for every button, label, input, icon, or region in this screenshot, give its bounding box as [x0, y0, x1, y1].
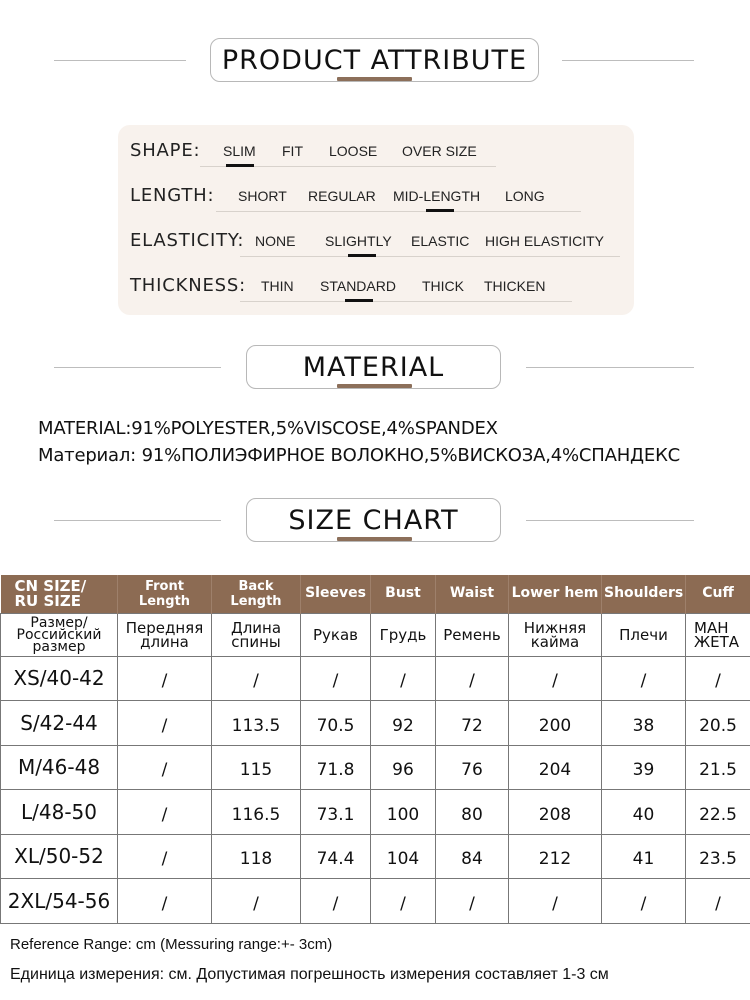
table-cell: 104 [371, 834, 436, 879]
attribute-row-shape [118, 140, 634, 170]
size-chart-table [0, 575, 750, 924]
selected-indicator [426, 209, 454, 212]
table-cell: 92 [371, 701, 436, 746]
column-header-ru: Нижняя кайма [509, 613, 602, 656]
size-cell: 2XL/54-56 [1, 879, 118, 924]
table-cell: 39 [602, 745, 686, 790]
table-cell: 76 [436, 745, 509, 790]
attribute-option: ELASTIC [411, 233, 470, 249]
table-cell: / [301, 879, 371, 924]
material-text-ru: Материал: 91%ПОЛИЭФИРНОЕ ВОЛОКНО,5%ВИСКОЗА,4%СПАНДЕКС [38, 445, 681, 466]
attribute-option-selected: MID-LENGTH [393, 188, 481, 204]
column-header-ru: Рукав [301, 613, 371, 656]
title-accent-bar [337, 537, 412, 541]
table-cell: 73.1 [301, 790, 371, 835]
attribute-label: ELASTICITY: [130, 230, 245, 251]
header-row-ru [1, 613, 750, 656]
attribute-option: SHORT [238, 188, 287, 204]
material-composition [38, 415, 680, 469]
divider-left [54, 367, 221, 368]
size-cell: M/46-48 [1, 745, 118, 790]
table-cell: / [602, 879, 686, 924]
column-header-ru: Грудь [371, 613, 436, 656]
attribute-label: LENGTH: [130, 185, 215, 206]
divider-left [54, 520, 221, 521]
table-cell: 41 [602, 834, 686, 879]
table-row [1, 701, 750, 746]
table-cell: 40 [602, 790, 686, 835]
attribute-option: THICKEN [484, 278, 546, 294]
table-cell: / [212, 656, 301, 701]
attribute-baseline [216, 211, 581, 212]
size-cell: S/42-44 [1, 701, 118, 746]
table-cell: / [118, 745, 212, 790]
reference-range-note: Reference Range: cm (Messuring range:+- 3cm) [10, 936, 333, 953]
material-text-en: MATERIAL:91%POLYESTER,5%VISCOSE,4%SPANDEX [38, 418, 498, 439]
title-accent-bar [337, 384, 412, 388]
column-header-ru: Длина спины [212, 613, 301, 656]
table-cell: / [686, 879, 750, 924]
table-cell: / [118, 701, 212, 746]
table-cell: / [686, 656, 750, 701]
divider-right [562, 60, 694, 61]
table-cell: 200 [509, 701, 602, 746]
table-cell: 96 [371, 745, 436, 790]
table-cell: / [118, 790, 212, 835]
section-title-pill [210, 38, 539, 82]
column-header-ru: Ремень [436, 613, 509, 656]
table-cell: / [301, 656, 371, 701]
size-cell: L/48-50 [1, 790, 118, 835]
section-title: PRODUCT ATTRIBUTE [221, 44, 528, 76]
section-title-pill [246, 498, 501, 542]
table-cell: 20.5 [686, 701, 750, 746]
table-cell: 212 [509, 834, 602, 879]
product-attribute-panel [118, 125, 634, 315]
attribute-option-selected: STANDARD [320, 278, 396, 294]
table-cell: 38 [602, 701, 686, 746]
measurement-note-ru: Единица измерения: см. Допустимая погрешность измерения составляет 1-3 см [10, 966, 609, 983]
section-title: SIZE CHART [288, 504, 459, 536]
table-cell: / [509, 656, 602, 701]
attribute-row-elasticity [118, 230, 634, 260]
column-header-ru: Передняя длина [118, 613, 212, 656]
table-cell: 208 [509, 790, 602, 835]
table-cell: / [602, 656, 686, 701]
column-header-cuff: Cuff [686, 575, 750, 613]
table-cell: 74.4 [301, 834, 371, 879]
column-header-ru: Плечи [602, 613, 686, 656]
attribute-label: THICKNESS: [130, 275, 246, 296]
table-cell: 71.8 [301, 745, 371, 790]
table-cell: 118 [212, 834, 301, 879]
table-cell: / [509, 879, 602, 924]
column-header-sleeves: Sleeves [301, 575, 371, 613]
attribute-option: FIT [282, 143, 303, 159]
table-cell: 113.5 [212, 701, 301, 746]
selected-indicator [345, 299, 373, 302]
table-cell: / [118, 656, 212, 701]
section-title-pill [246, 345, 501, 389]
selected-indicator [348, 254, 376, 257]
table-cell: / [212, 879, 301, 924]
header-row-en [1, 575, 750, 613]
table-cell: 100 [371, 790, 436, 835]
material-header [0, 345, 750, 395]
attribute-label: SHAPE: [130, 140, 201, 161]
table-cell: 72 [436, 701, 509, 746]
divider-right [526, 520, 694, 521]
column-header-bust: Bust [371, 575, 436, 613]
attribute-baseline [240, 301, 572, 302]
attribute-row-thickness [118, 275, 634, 305]
attribute-option: REGULAR [308, 188, 376, 204]
table-cell: 80 [436, 790, 509, 835]
attribute-option: THIN [261, 278, 294, 294]
attribute-row-length [118, 185, 634, 215]
table-cell: 204 [509, 745, 602, 790]
table-row [1, 834, 750, 879]
table-cell: / [118, 834, 212, 879]
attribute-option: LOOSE [329, 143, 378, 159]
table-row [1, 879, 750, 924]
section-title: MATERIAL [302, 351, 445, 383]
column-header-ru: Размер/ Российский размер [1, 613, 118, 656]
column-header-ru: МАН ЖЕТА [686, 613, 750, 656]
attribute-option: OVER SIZE [402, 143, 477, 159]
size-cell: XL/50-52 [1, 834, 118, 879]
table-cell: 21.5 [686, 745, 750, 790]
column-header-size: CN SIZE/ RU SIZE [1, 575, 118, 613]
table-cell: 22.5 [686, 790, 750, 835]
attribute-option: NONE [255, 233, 296, 249]
table-cell: / [436, 879, 509, 924]
attribute-baseline [240, 256, 620, 257]
attribute-option: HIGH ELASTICITY [485, 233, 605, 249]
attribute-option-selected: SLIM [223, 143, 256, 159]
table-cell: / [118, 879, 212, 924]
table-row [1, 790, 750, 835]
table-cell: / [371, 879, 436, 924]
table-row [1, 745, 750, 790]
size-chart-header [0, 498, 750, 548]
attribute-option: LONG [505, 188, 545, 204]
table-cell: 70.5 [301, 701, 371, 746]
column-header-shoulders: Shoulders [602, 575, 686, 613]
attribute-option: THICK [422, 278, 464, 294]
table-cell: / [371, 656, 436, 701]
product-attribute-header [0, 38, 750, 88]
column-header-back-length: Back Length [212, 575, 301, 613]
table-row [1, 656, 750, 701]
attribute-option-selected: SLIGHTLY [325, 233, 392, 249]
divider-left [54, 60, 186, 61]
column-header-front-length: Front Length [118, 575, 212, 613]
table-cell: 23.5 [686, 834, 750, 879]
column-header-waist: Waist [436, 575, 509, 613]
table-cell: 115 [212, 745, 301, 790]
size-cell: XS/40-42 [1, 656, 118, 701]
table-cell: / [436, 656, 509, 701]
title-accent-bar [337, 77, 412, 81]
selected-indicator [226, 164, 254, 167]
column-header-lower-hem: Lower hem [509, 575, 602, 613]
table-cell: 84 [436, 834, 509, 879]
table-cell: 116.5 [212, 790, 301, 835]
divider-right [526, 367, 694, 368]
